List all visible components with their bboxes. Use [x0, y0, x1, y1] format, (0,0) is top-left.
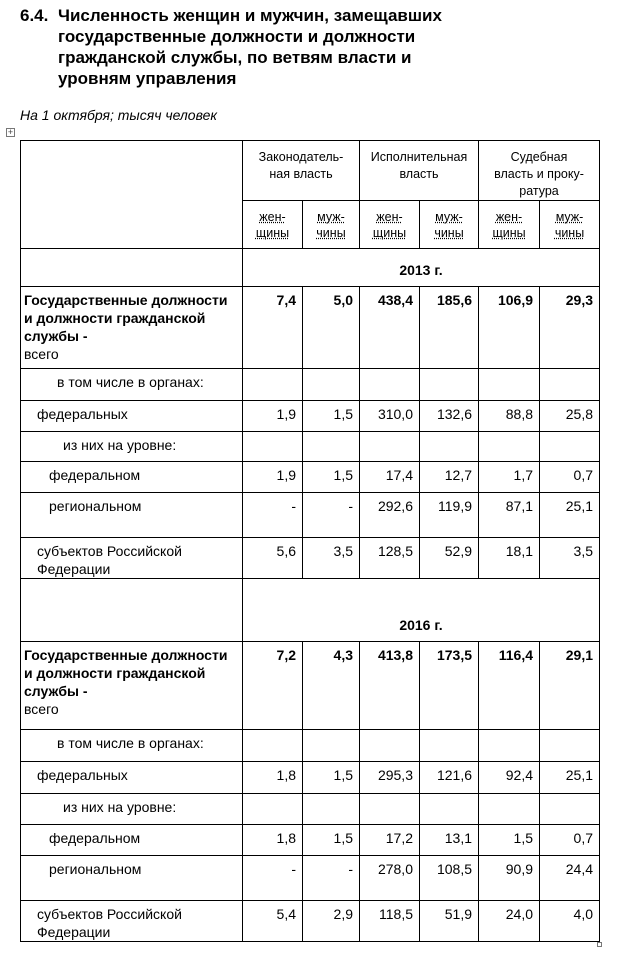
value-cell: 108,5: [420, 856, 479, 901]
value-cell: 88,8: [479, 401, 540, 432]
value-cell: 1,5: [303, 825, 360, 856]
header-women: жен- щины: [479, 201, 540, 249]
row-label: из них на уровне:: [21, 432, 243, 462]
title-line-2: государственные должности и должности: [58, 27, 416, 46]
value-cell: 1,5: [303, 762, 360, 794]
value-cell: 7,4: [243, 287, 303, 369]
row-label: Государственные должности и должности гражданской службы - всего: [21, 287, 243, 369]
value-cell: 185,6: [420, 287, 479, 369]
value-cell: 51,9: [420, 901, 479, 942]
value-cell: 18,1: [479, 538, 540, 579]
table-row: [21, 856, 600, 901]
value-cell: 295,3: [360, 762, 420, 794]
table-move-handle-icon[interactable]: +: [7, 127, 14, 137]
value-cell: [479, 432, 540, 462]
value-cell: [243, 369, 303, 401]
value-cell: 1,7: [479, 462, 540, 493]
row-label: из них на уровне:: [21, 794, 243, 825]
year-row: [21, 249, 600, 287]
value-cell: [360, 730, 420, 762]
value-cell: [303, 794, 360, 825]
value-cell: 92,4: [479, 762, 540, 794]
value-cell: 90,9: [479, 856, 540, 901]
value-cell: 87,1: [479, 493, 540, 538]
value-cell: [303, 730, 360, 762]
data-table: [20, 140, 600, 942]
table-row: [21, 287, 600, 369]
row-label: федеральных: [21, 762, 243, 794]
year-label-cell: [21, 579, 243, 642]
value-cell: [360, 794, 420, 825]
value-cell: 24,4: [540, 856, 600, 901]
value-cell: [540, 369, 600, 401]
year-row: [21, 579, 600, 642]
value-cell: [479, 369, 540, 401]
table-number: 6.4.: [20, 6, 49, 25]
table-row: [21, 762, 600, 794]
value-cell: 1,9: [243, 462, 303, 493]
value-cell: -: [243, 493, 303, 538]
year-label: 2013 г.: [243, 249, 600, 287]
value-cell: 128,5: [360, 538, 420, 579]
table-row: [21, 493, 600, 538]
table-row: [21, 369, 600, 401]
row-label: Государственные должности и должности гражданской службы - всего: [21, 642, 243, 730]
value-cell: [303, 432, 360, 462]
value-cell: [540, 730, 600, 762]
title-line-1: Численность женщин и мужчин, замещавших: [58, 6, 442, 25]
value-cell: [479, 794, 540, 825]
header-judicial: Судебная власть и проку- ратура: [479, 141, 600, 201]
value-cell: 1,9: [243, 401, 303, 432]
table-row: [21, 538, 600, 579]
row-label: региональном: [21, 856, 243, 901]
row-label: в том числе в органах:: [21, 369, 243, 401]
title-line-4: уровням управления: [58, 69, 237, 88]
value-cell: 121,6: [420, 762, 479, 794]
row-label: федеральном: [21, 462, 243, 493]
value-cell: 13,1: [420, 825, 479, 856]
table-row: [21, 901, 600, 942]
table-title: [20, 5, 580, 89]
value-cell: 0,7: [540, 825, 600, 856]
header-men: муж- чины: [420, 201, 479, 249]
value-cell: 119,9: [420, 493, 479, 538]
value-cell: 292,6: [360, 493, 420, 538]
value-cell: 3,5: [303, 538, 360, 579]
value-cell: 413,8: [360, 642, 420, 730]
value-cell: 278,0: [360, 856, 420, 901]
value-cell: [420, 794, 479, 825]
year-label: 2016 г.: [243, 579, 600, 642]
header-executive: Исполнительная власть: [360, 141, 479, 201]
value-cell: [420, 369, 479, 401]
header-men: муж- чины: [540, 201, 600, 249]
value-cell: 106,9: [479, 287, 540, 369]
row-label: в том числе в органах:: [21, 730, 243, 762]
value-cell: 4,3: [303, 642, 360, 730]
value-cell: 1,8: [243, 762, 303, 794]
value-cell: 25,1: [540, 493, 600, 538]
value-cell: 118,5: [360, 901, 420, 942]
value-cell: 1,5: [303, 462, 360, 493]
value-cell: 5,4: [243, 901, 303, 942]
value-cell: 0,7: [540, 462, 600, 493]
title-line-3: гражданской службы, по ветвям власти и: [58, 48, 412, 67]
value-cell: 173,5: [420, 642, 479, 730]
value-cell: 24,0: [479, 901, 540, 942]
header-legislative: Законодатель- ная власть: [243, 141, 360, 201]
value-cell: 438,4: [360, 287, 420, 369]
value-cell: 1,5: [479, 825, 540, 856]
row-label: субъектов Российской Федерации: [21, 901, 243, 942]
value-cell: [540, 432, 600, 462]
value-cell: 1,5: [303, 401, 360, 432]
value-cell: 1,8: [243, 825, 303, 856]
value-cell: 2,9: [303, 901, 360, 942]
value-cell: [540, 794, 600, 825]
header-corner-cell: [21, 141, 243, 249]
header-women: жен- щины: [360, 201, 420, 249]
row-label: федеральных: [21, 401, 243, 432]
value-cell: 3,5: [540, 538, 600, 579]
value-cell: 310,0: [360, 401, 420, 432]
value-cell: 5,6: [243, 538, 303, 579]
value-cell: 52,9: [420, 538, 479, 579]
value-cell: 132,6: [420, 401, 479, 432]
value-cell: [243, 432, 303, 462]
year-label-cell: [21, 249, 243, 287]
table-row: [21, 642, 600, 730]
table-row: [21, 432, 600, 462]
value-cell: 29,1: [540, 642, 600, 730]
value-cell: 25,8: [540, 401, 600, 432]
value-cell: -: [303, 856, 360, 901]
value-cell: 7,2: [243, 642, 303, 730]
value-cell: [420, 730, 479, 762]
header-women: жен- щины: [243, 201, 303, 249]
table-row: [21, 730, 600, 762]
header-row-branches: [21, 141, 600, 201]
value-cell: [303, 369, 360, 401]
value-cell: [360, 432, 420, 462]
value-cell: -: [303, 493, 360, 538]
value-cell: 25,1: [540, 762, 600, 794]
value-cell: -: [243, 856, 303, 901]
row-label: региональном: [21, 493, 243, 538]
value-cell: 12,7: [420, 462, 479, 493]
table-row: [21, 825, 600, 856]
value-cell: 29,3: [540, 287, 600, 369]
value-cell: 4,0: [540, 901, 600, 942]
value-cell: 17,2: [360, 825, 420, 856]
units-subtitle: На 1 октября; тысяч человек: [20, 107, 217, 123]
table-row: [21, 401, 600, 432]
value-cell: [360, 369, 420, 401]
header-men: муж- чины: [303, 201, 360, 249]
row-label: субъектов Российской Федерации: [21, 538, 243, 579]
value-cell: [243, 794, 303, 825]
row-label: федеральном: [21, 825, 243, 856]
value-cell: [479, 730, 540, 762]
value-cell: [420, 432, 479, 462]
value-cell: [243, 730, 303, 762]
value-cell: 17,4: [360, 462, 420, 493]
table-resize-handle[interactable]: [597, 942, 602, 947]
value-cell: 5,0: [303, 287, 360, 369]
table-row: [21, 794, 600, 825]
table-row: [21, 462, 600, 493]
value-cell: 116,4: [479, 642, 540, 730]
